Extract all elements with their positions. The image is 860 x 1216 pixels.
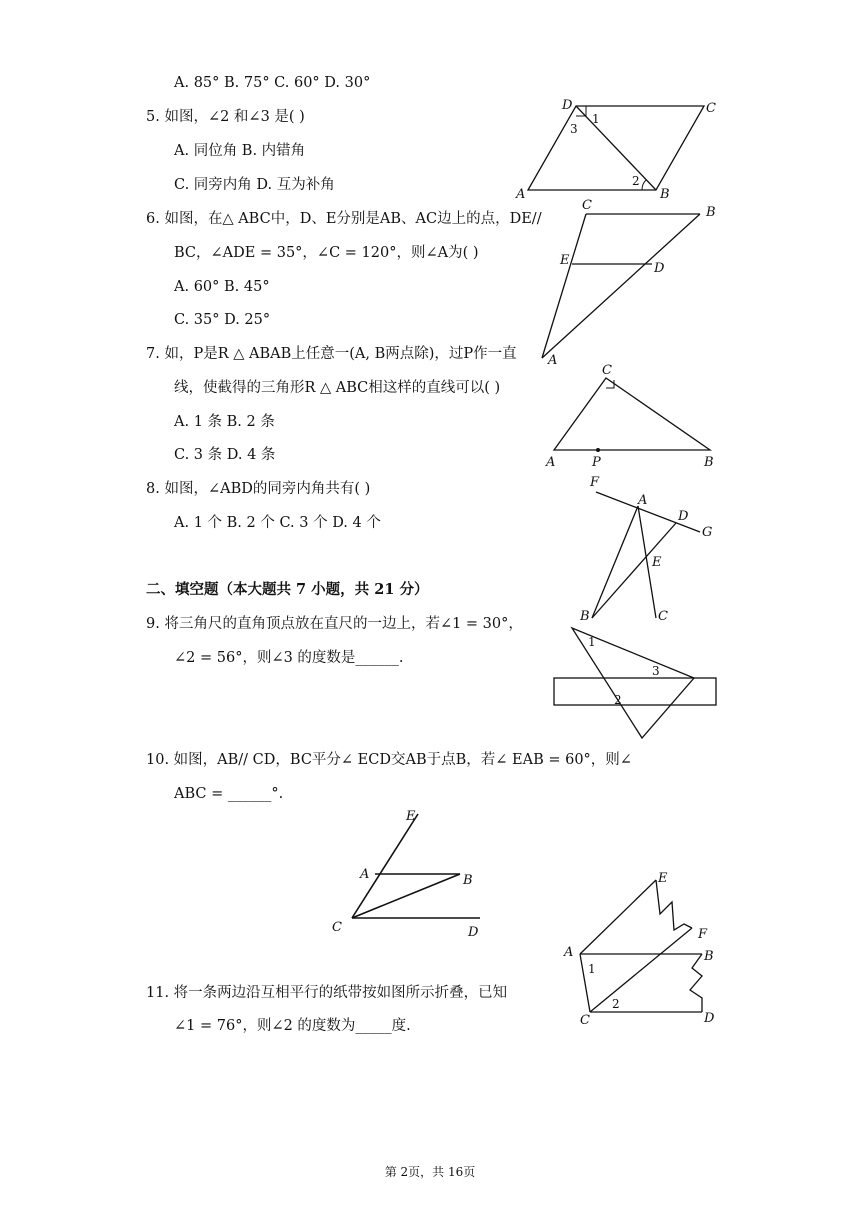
angle-1-label: 1 <box>592 112 600 126</box>
q5-options-ab: A. 同位角 B. 内错角 <box>174 143 306 159</box>
label-E: E <box>560 253 570 268</box>
q7-stem-line1: 7. 如，P是R △ ABAB上任意一(A, B两点除)，过P作一直 <box>146 346 517 362</box>
angle-3-label: 3 <box>570 122 578 136</box>
q6-stem-line1: 6. 如图，在△ ABC中，D、E分别是AB、AC边上的点，DE// <box>146 211 542 227</box>
page-footer: 第 2页，共 16页 <box>384 1165 476 1179</box>
label-F: F <box>590 475 600 490</box>
label-E: E <box>658 871 668 886</box>
label-D: D <box>654 261 665 276</box>
label-A: A <box>638 493 648 508</box>
q9-stem-line2: ∠2 = 56°，则∠3 的度数是______. <box>174 650 404 666</box>
q7-options-ab: A. 1 条 B. 2 条 <box>174 414 275 430</box>
label-E: E <box>406 809 416 824</box>
q8-options: A. 1 个 B. 2 个 C. 3 个 D. 4 个 <box>174 515 381 531</box>
label-B: B <box>660 187 670 202</box>
q9-stem-line1: 9. 将三角尺的直角顶点放在直尺的一边上，若∠1 = 30°， <box>146 616 523 632</box>
label-A: A <box>360 867 370 882</box>
q7-options-cd: C. 3 条 D. 4 条 <box>174 447 276 463</box>
angle-1-label: 1 <box>588 635 596 649</box>
label-B: B <box>704 455 714 470</box>
q10-stem-line1: 10. 如图，AB// CD，BC平分∠ ECD交AB于点B，若∠ EAB = 60°，则∠ <box>146 752 632 768</box>
q5-options-cd: C. 同旁内角 D. 互为补角 <box>174 177 335 193</box>
label-A: A <box>564 945 574 960</box>
q11-stem-line2: ∠1 = 76°，则∠2 的度数为_____度. <box>174 1018 411 1034</box>
label-C: C <box>582 198 592 213</box>
q8-stem: 8. 如图，∠ABD的同旁内角共有( ) <box>146 481 371 497</box>
angle-2-label: 2 <box>632 174 640 188</box>
angle-1-label: 1 <box>588 962 596 976</box>
angle-3-label: 3 <box>652 664 660 678</box>
figure-q8 <box>570 468 730 628</box>
label-D: D <box>704 1011 715 1026</box>
label-D: D <box>678 509 689 524</box>
section-heading: 二、填空题（本大题共 7 小题，共 21 分） <box>146 581 429 598</box>
label-A: A <box>516 187 526 202</box>
figure-q7-right-triangle <box>540 360 730 472</box>
q11-stem-line1: 11. 将一条两边沿互相平行的纸带按如图所示折叠，已知 <box>146 985 508 1001</box>
label-A: A <box>546 455 556 470</box>
label-D: D <box>468 925 479 940</box>
q6-options-ab: A. 60° B. 45° <box>174 279 270 295</box>
label-D: D <box>562 98 573 113</box>
figure-q9-set-square-ruler <box>550 622 722 742</box>
q6-options-cd: C. 35° D. 25° <box>174 312 271 328</box>
label-C: C <box>332 920 342 935</box>
label-C: C <box>580 1013 590 1028</box>
label-C: C <box>706 101 716 116</box>
label-B: B <box>706 205 716 220</box>
figure-q10 <box>330 806 490 942</box>
label-B: B <box>580 609 590 624</box>
label-C: C <box>658 609 668 624</box>
label-P: P <box>592 455 601 470</box>
label-E: E <box>652 555 662 570</box>
figure-q6-triangle <box>530 196 730 370</box>
point-P <box>596 448 600 452</box>
figure-q5-parallelogram <box>510 92 730 202</box>
label-A: A <box>548 353 558 368</box>
angle-2-label: 2 <box>614 693 622 707</box>
q7-stem-line2: 线，使截得的三角形R △ ABC相这样的直线可以( ) <box>174 380 501 396</box>
label-F: F <box>698 927 708 942</box>
angle-2-label: 2 <box>612 997 620 1011</box>
figure-q11-folded-strip <box>560 866 730 1030</box>
label-B: B <box>463 873 473 888</box>
label-B: B <box>704 949 714 964</box>
q5-stem: 5. 如图，∠2 和∠3 是( ) <box>146 109 305 125</box>
label-G: G <box>702 525 713 540</box>
q10-stem-line2: ABC = ______°. <box>174 786 284 802</box>
ruler <box>554 678 716 705</box>
q4-options: A. 85° B. 75° C. 60° D. 30° <box>174 75 371 91</box>
label-C: C <box>602 363 612 378</box>
q6-stem-line2: BC，∠ADE = 35°，∠C = 120°，则∠A为( ) <box>174 245 479 261</box>
